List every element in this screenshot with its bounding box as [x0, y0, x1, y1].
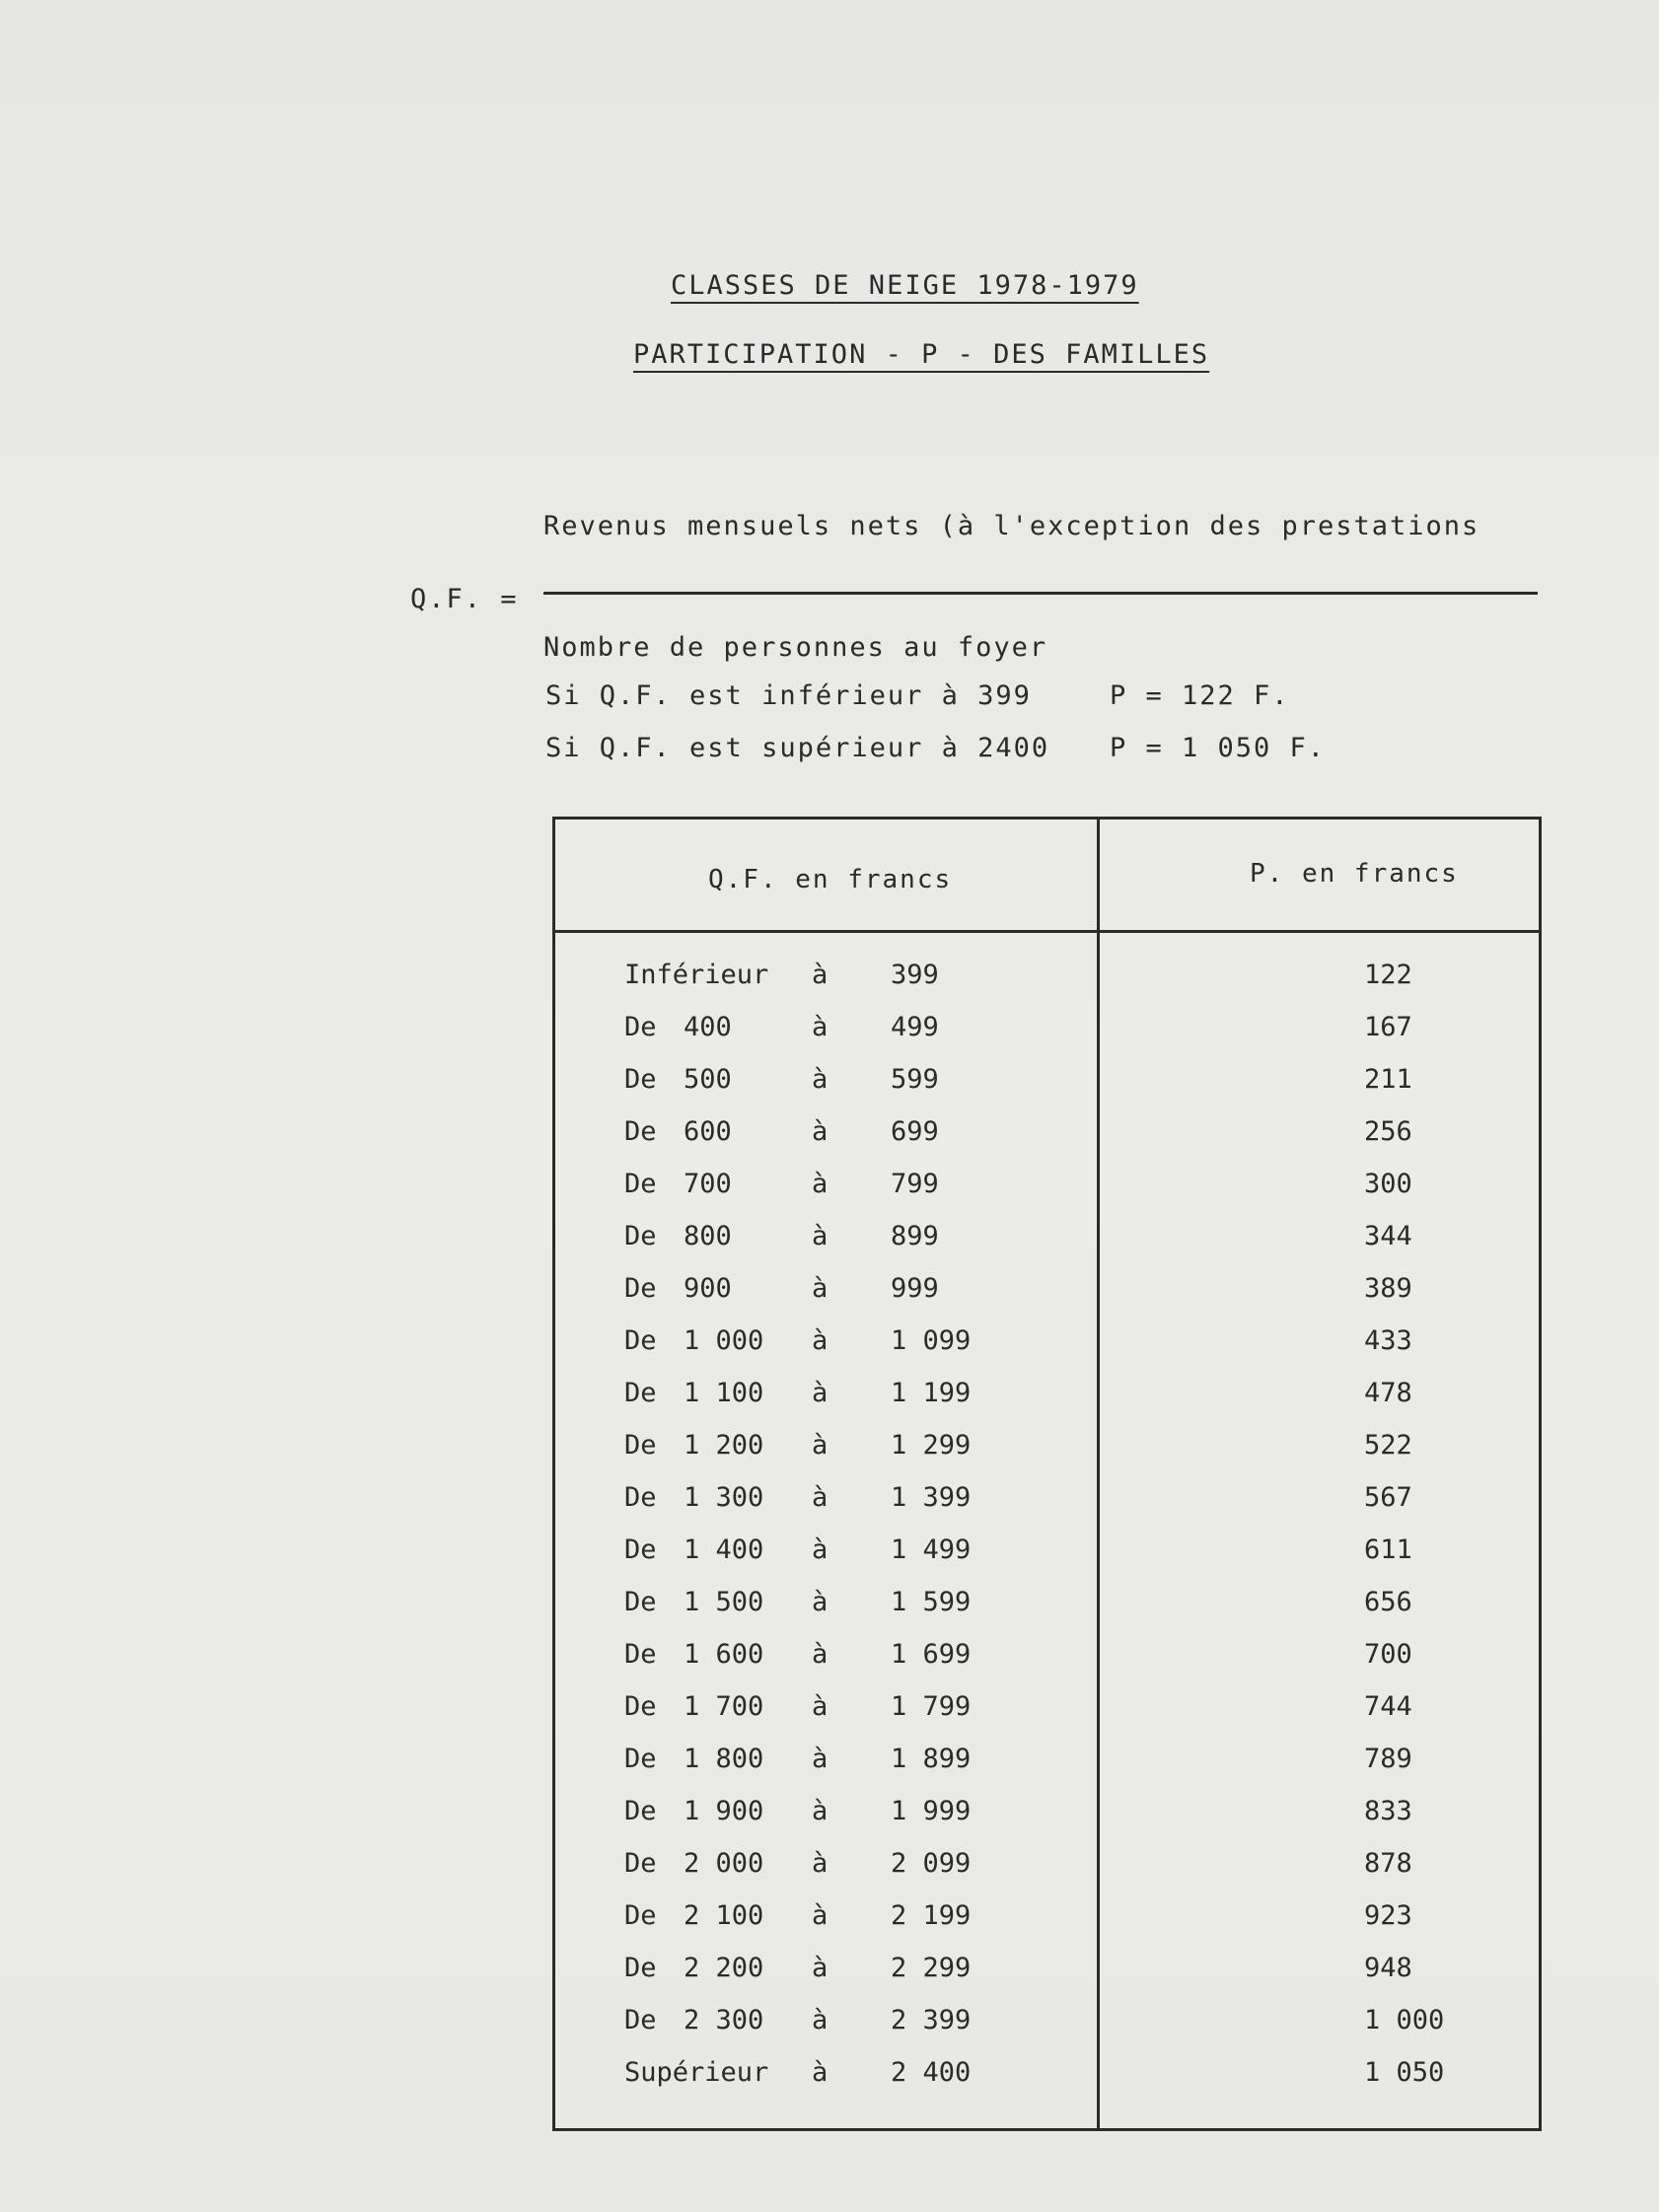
document-title: CLASSES DE NEIGE 1978-1979: [671, 270, 1139, 301]
row-from-label: De: [624, 1848, 657, 1879]
row-to-value: 1 999: [891, 1796, 972, 1826]
rule-upper-condition: Si Q.F. est supérieur à 2400: [545, 733, 1050, 763]
row-to-value: 2 400: [891, 2057, 972, 2088]
row-from-value: 1 500: [684, 1587, 764, 1617]
row-from-label: De: [624, 1221, 657, 1251]
row-connector: à: [812, 1482, 829, 1513]
rule-lower-result: P = 122 F.: [1110, 680, 1290, 711]
row-participation: 389: [1364, 1273, 1412, 1304]
row-from-label: De: [624, 1534, 657, 1565]
row-connector: à: [812, 2005, 829, 2035]
row-from-label: De: [624, 1744, 657, 1774]
row-participation: 744: [1364, 1691, 1412, 1722]
row-to-value: 2 099: [891, 1848, 972, 1879]
table-row: [555, 960, 1539, 1012]
row-connector: à: [812, 1430, 829, 1461]
row-from-value: 700: [684, 1169, 732, 1199]
formula-numerator: Revenus mensuels nets (à l'exception des prestations: [543, 511, 1480, 541]
row-to-value: 2 199: [891, 1900, 972, 1931]
row-from-value: 1 300: [684, 1482, 764, 1513]
row-from-label: De: [624, 1273, 657, 1304]
row-to-value: 999: [891, 1273, 939, 1304]
row-participation: 833: [1364, 1796, 1412, 1826]
row-connector: à: [812, 960, 829, 990]
row-connector: à: [812, 1378, 829, 1408]
row-participation: 167: [1364, 1012, 1412, 1042]
row-to-value: 1 599: [891, 1587, 972, 1617]
row-to-value: 599: [891, 1064, 939, 1095]
row-to-value: 2 399: [891, 2005, 972, 2035]
table-row: [555, 1587, 1539, 1639]
row-from-value: 500: [684, 1064, 732, 1095]
rule-lower-condition: Si Q.F. est inférieur à 399: [545, 680, 1032, 711]
row-to-value: 1 899: [891, 1744, 972, 1774]
row-participation: 1 050: [1364, 2057, 1445, 2088]
row-from-label: De: [624, 1639, 657, 1670]
row-connector: à: [812, 1900, 829, 1931]
row-from-label: De: [624, 1169, 657, 1199]
row-participation: 948: [1364, 1953, 1412, 1983]
header-divider: [555, 930, 1539, 933]
row-connector: à: [812, 1796, 829, 1826]
row-connector: à: [812, 1744, 829, 1774]
table-row: [555, 2005, 1539, 2057]
row-from-value: 1 900: [684, 1796, 764, 1826]
row-from-value: 2 200: [684, 1953, 764, 1983]
row-from-label: De: [624, 1953, 657, 1983]
row-participation: 656: [1364, 1587, 1412, 1617]
row-to-value: 799: [891, 1169, 939, 1199]
row-participation: 611: [1364, 1534, 1412, 1565]
table-row: [555, 1169, 1539, 1221]
header-p: P. en francs: [1250, 859, 1459, 889]
table-row: [555, 1691, 1539, 1744]
table-row: [555, 1796, 1539, 1848]
row-connector: à: [812, 1273, 829, 1304]
row-from-value: 1 200: [684, 1430, 764, 1461]
table-row: [555, 1953, 1539, 2005]
row-from-label: Supérieur: [624, 2057, 769, 2088]
row-from-label: De: [624, 1691, 657, 1722]
participation-table: [552, 817, 1542, 2131]
row-connector: à: [812, 1639, 829, 1670]
row-from-value: 1 800: [684, 1744, 764, 1774]
row-from-label: De: [624, 1325, 657, 1356]
row-connector: à: [812, 1325, 829, 1356]
table-row: [555, 1848, 1539, 1900]
row-participation: 700: [1364, 1639, 1412, 1670]
row-connector: à: [812, 1953, 829, 1983]
row-from-label: De: [624, 1482, 657, 1513]
row-connector: à: [812, 2057, 829, 2088]
table-body: [555, 960, 1539, 2109]
document-subtitle: PARTICIPATION - P - DES FAMILLES: [633, 339, 1210, 370]
row-participation: 789: [1364, 1744, 1412, 1774]
row-from-label: Inférieur: [624, 960, 769, 990]
row-connector: à: [812, 1012, 829, 1042]
row-connector: à: [812, 1064, 829, 1095]
row-to-value: 1 399: [891, 1482, 972, 1513]
row-connector: à: [812, 1221, 829, 1251]
row-from-value: 600: [684, 1116, 732, 1147]
row-from-value: 1 700: [684, 1691, 764, 1722]
table-row: [555, 1900, 1539, 1953]
header-qf: Q.F. en francs: [708, 865, 953, 894]
row-to-value: 2 299: [891, 1953, 972, 1983]
row-to-value: 699: [891, 1116, 939, 1147]
row-from-value: 800: [684, 1221, 732, 1251]
row-to-value: 1 099: [891, 1325, 972, 1356]
row-from-label: De: [624, 1796, 657, 1826]
row-participation: 433: [1364, 1325, 1412, 1356]
row-participation: 1 000: [1364, 2005, 1445, 2035]
row-to-value: 1 199: [891, 1378, 972, 1408]
row-participation: 923: [1364, 1900, 1412, 1931]
row-from-label: De: [624, 2005, 657, 2035]
table-row: [555, 1012, 1539, 1064]
table-row: [555, 1534, 1539, 1587]
row-connector: à: [812, 1534, 829, 1565]
row-connector: à: [812, 1587, 829, 1617]
row-participation: 344: [1364, 1221, 1412, 1251]
row-from-value: 1 100: [684, 1378, 764, 1408]
row-to-value: 1 499: [891, 1534, 972, 1565]
row-participation: 122: [1364, 960, 1412, 990]
table-row: [555, 1639, 1539, 1691]
row-from-value: 2 100: [684, 1900, 764, 1931]
row-participation: 211: [1364, 1064, 1412, 1095]
row-connector: à: [812, 1116, 829, 1147]
row-to-value: 399: [891, 960, 939, 990]
row-from-label: De: [624, 1900, 657, 1931]
row-from-value: 2 000: [684, 1848, 764, 1879]
row-from-label: De: [624, 1430, 657, 1461]
rule-upper-result: P = 1 050 F.: [1110, 733, 1327, 763]
row-from-value: 1 000: [684, 1325, 764, 1356]
row-connector: à: [812, 1848, 829, 1879]
row-participation: 522: [1364, 1430, 1412, 1461]
row-participation: 878: [1364, 1848, 1412, 1879]
formula-label: Q.F. =: [410, 584, 519, 614]
table-row: [555, 1378, 1539, 1430]
row-to-value: 899: [891, 1221, 939, 1251]
table-row: [555, 1430, 1539, 1482]
table-row: [555, 1116, 1539, 1169]
row-to-value: 499: [891, 1012, 939, 1042]
table-row: [555, 1221, 1539, 1273]
row-from-label: De: [624, 1064, 657, 1095]
row-to-value: 1 799: [891, 1691, 972, 1722]
table-row: [555, 1064, 1539, 1116]
row-participation: 478: [1364, 1378, 1412, 1408]
table-row: [555, 2057, 1539, 2109]
formula-denominator: Nombre de personnes au foyer: [543, 632, 1048, 663]
row-from-label: De: [624, 1012, 657, 1042]
row-from-value: 1 600: [684, 1639, 764, 1670]
row-connector: à: [812, 1691, 829, 1722]
row-participation: 567: [1364, 1482, 1412, 1513]
table-row: [555, 1273, 1539, 1325]
row-from-value: 400: [684, 1012, 732, 1042]
row-from-label: De: [624, 1378, 657, 1408]
row-from-value: 2 300: [684, 2005, 764, 2035]
fraction-bar: [543, 592, 1538, 595]
table-row: [555, 1325, 1539, 1378]
row-connector: à: [812, 1169, 829, 1199]
row-to-value: 1 699: [891, 1639, 972, 1670]
row-to-value: 1 299: [891, 1430, 972, 1461]
table-row: [555, 1744, 1539, 1796]
row-participation: 300: [1364, 1169, 1412, 1199]
row-from-value: 1 400: [684, 1534, 764, 1565]
row-participation: 256: [1364, 1116, 1412, 1147]
row-from-label: De: [624, 1116, 657, 1147]
row-from-value: 900: [684, 1273, 732, 1304]
row-from-label: De: [624, 1587, 657, 1617]
table-row: [555, 1482, 1539, 1534]
